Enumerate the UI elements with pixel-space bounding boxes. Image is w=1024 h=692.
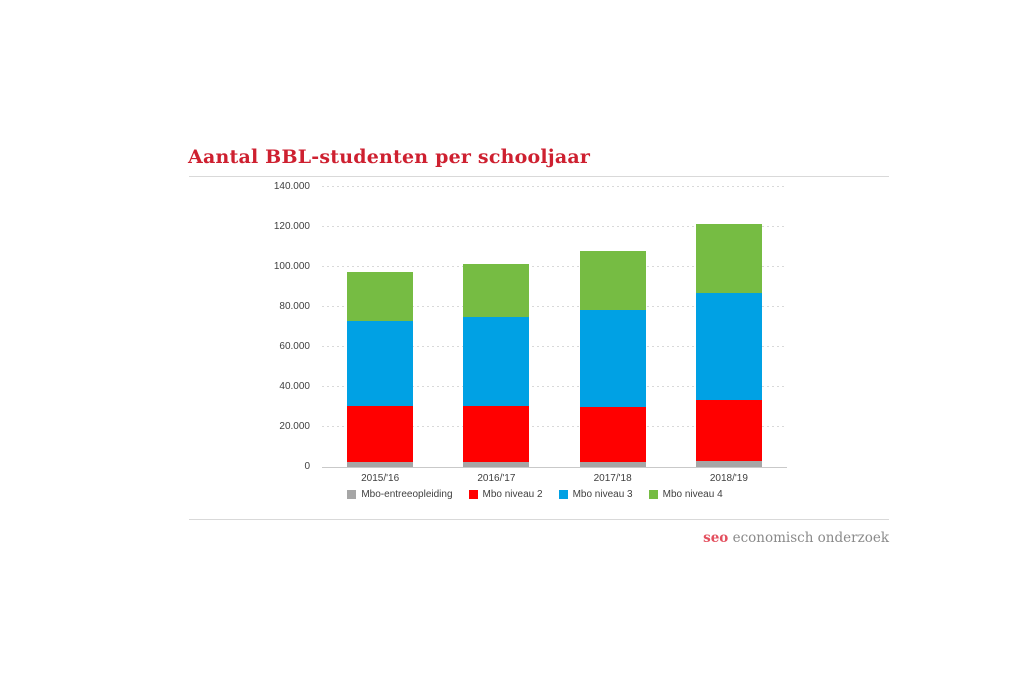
y-tick-label: 40.000: [279, 381, 310, 392]
legend-item: [649, 489, 723, 500]
bar-segment: [347, 321, 413, 406]
x-axis-labels: [322, 473, 787, 489]
stacked-bar: [347, 272, 413, 467]
legend-swatch-icon: [347, 490, 356, 499]
stacked-bar: [463, 264, 529, 467]
bar-segment: [580, 251, 646, 310]
legend-label: Mbo niveau 4: [662, 489, 723, 500]
legend-swatch-icon: [469, 490, 478, 499]
bar-segment: [463, 406, 529, 462]
x-tick-label: 2015/'16: [361, 473, 400, 484]
seo-brand-text: seo: [703, 530, 729, 546]
legend-item: [347, 489, 452, 500]
bar-segment: [347, 462, 413, 467]
bar-segment: [347, 406, 413, 462]
y-tick-label: 0: [304, 461, 310, 472]
x-tick-label: 2017/'18: [593, 473, 632, 484]
y-axis-labels: [230, 181, 310, 472]
bar-segment: [580, 310, 646, 407]
y-tick-label: 80.000: [279, 301, 310, 312]
bar-segment: [463, 317, 529, 406]
bar-segment: [580, 462, 646, 467]
gridline: [322, 186, 787, 187]
chart-title: Aantal BBL-studenten per schooljaar: [188, 146, 591, 168]
legend-swatch-icon: [559, 490, 568, 499]
title-divider: [189, 176, 889, 177]
stacked-bar: [580, 251, 646, 467]
legend: [240, 489, 830, 500]
bar-segment: [696, 461, 762, 467]
y-tick-label: 100.000: [273, 261, 310, 272]
bar-segment: [696, 293, 762, 400]
y-tick-label: 140.000: [273, 181, 310, 192]
bar-segment: [696, 400, 762, 461]
stacked-bar: [696, 224, 762, 467]
legend-item: [559, 489, 633, 500]
bar-segment: [463, 462, 529, 467]
legend-item: [469, 489, 543, 500]
bar-segment: [580, 407, 646, 462]
legend-label: Mbo niveau 2: [482, 489, 543, 500]
bar-segment: [463, 264, 529, 317]
y-tick-label: 20.000: [279, 421, 310, 432]
footer-logo: [589, 530, 889, 546]
legend-label: Mbo-entreeopleiding: [361, 489, 453, 500]
bar-segment: [696, 224, 762, 293]
seo-brand-subtext: economisch onderzoek: [728, 530, 889, 546]
x-tick-label: 2016/'17: [477, 473, 516, 484]
footer-divider: [189, 519, 889, 520]
bar-segment: [347, 272, 413, 321]
y-tick-label: 120.000: [273, 221, 310, 232]
y-tick-label: 60.000: [279, 341, 310, 352]
legend-label: Mbo niveau 3: [572, 489, 633, 500]
plot-area: [322, 187, 787, 468]
x-tick-label: 2018/'19: [709, 473, 748, 484]
legend-swatch-icon: [649, 490, 658, 499]
